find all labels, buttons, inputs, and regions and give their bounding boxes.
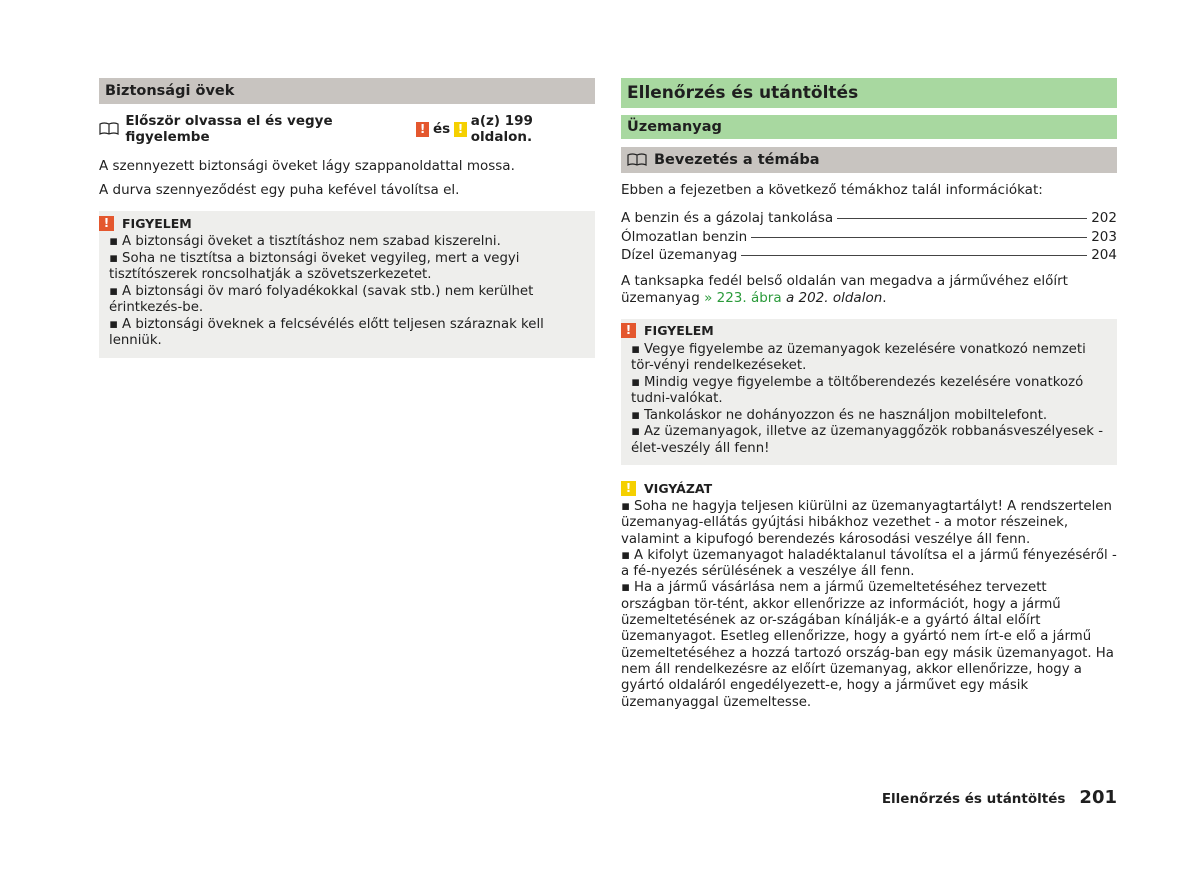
caution-list [621,499,1117,711]
toc-entry[interactable] [621,228,1117,247]
figure-link[interactable]: » 223. ábra [704,289,782,306]
toc-leader [751,237,1087,238]
book-icon [99,122,120,136]
caution-section [621,479,1117,711]
warning-title: FIGYELEM [644,323,714,338]
caution-heading [621,479,1117,497]
toc-label: Dízel üzemanyag [621,247,738,263]
section-heading: Biztonsági övek [99,78,595,104]
list-item: ▪ Soha ne hagyja teljesen kiürülni az üzemanyagtartályt! A rendszertelen üzemanyag-ellátás gyújtási hibákhoz vezethet - a motor részeinek, valamint a kipufogó berendezés károsodási veszélye áll fenn. [621,499,1117,548]
toc-entry[interactable] [621,209,1117,228]
right-column [621,78,1117,711]
toc-leader [837,218,1087,219]
footer-chapter: Ellenőrzés és utántöltés [881,791,1066,807]
page-footer [882,787,1117,808]
list-item: ▪ Soha ne tisztítsa a biztonsági öveket vegyileg, mert a vegyi tisztítószerek roncsolhatják a szövetszerkezetet. [109,251,585,284]
toc-leader [741,255,1087,256]
warning-list [109,234,585,350]
list-item: ▪ A kifolyt üzemanyagot haladéktalanul távolítsa el a jármű fényezéséről - a fé-nyezés sérülésének a veszélye áll fenn. [621,548,1117,581]
list-item: ▪ Mindig vegye figyelembe a töltőberendezés kezelésére vonatkozó tudni-valókat. [631,375,1107,408]
warning-box [621,319,1117,466]
warning-title: FIGYELEM [122,215,192,231]
fuel-note [621,273,1117,307]
toc-page: 203 [1091,228,1117,245]
warning-icon: ! [99,216,114,231]
warning-heading [621,322,1107,340]
page-number: 201 [1079,787,1117,808]
warning-icon[interactable]: ! [416,122,429,137]
toc-label: Ólmozatlan benzin [621,228,748,245]
list-item: ▪ A biztonsági öveknek a felcsévélés előtt teljesen száraznak kell lenniük. [109,317,585,350]
warning-heading [99,214,585,232]
caution-title: VIGYÁZAT [644,480,713,496]
book-icon [627,153,649,167]
list-item: ▪ Ha a jármű vásárlása nem a jármű üzemeltetéséhez tervezett országban tör-tént, akkor ellenőrizze az információt, hogy a jármű üzemeltetésének az or-szágában kínálják-e a gyártó által előírt üzemanyagot. Esetleg ellenőrizze, hogy a gyártó nem írt-e elő a jármű üzemeltetéséhez a hozzá tartozó ország-ban egy másik üzemanyagot. Ha nem áll rendelkezésre az előírt üzemanyag, akkor ellenőrizze, hogy a gyártó oldaláról engedélyezett-e, hogy a járművet egy másik üzemanyaggal üzemeltesse. [621,580,1117,710]
chapter-title: Ellenőrzés és utántöltés [621,78,1117,108]
list-item: ▪ Tankoláskor ne dohányozzon és ne használjon mobiltelefont. [631,408,1107,425]
notice-text-start: Először olvassa el és vegye figyelembe [125,113,333,145]
warning-box [99,211,595,358]
caution-icon[interactable]: ! [454,122,467,137]
paragraph: A durva szennyeződést egy puha kefével távolítsa el. [99,182,460,198]
fuel-note-text: A tanksapka fedél belső oldalán van megadva a járművéhez előírt üzemanyag [621,272,1068,306]
toc-page: 204 [1091,247,1117,263]
read-first-notice [99,113,595,145]
fuel-note-end: . [882,289,887,306]
toc-label: A benzin és a gázolaj tankolása [621,210,834,226]
caution-icon: ! [621,481,636,496]
notice-text-end: a(z) 199 oldalon. [470,113,533,145]
subsection-heading [621,147,1117,173]
list-item: ▪ Az üzemanyagok, illetve az üzemanyaggőzök robbanásveszélyesek - élet-veszély áll fenn! [631,424,1107,457]
intro-paragraph: Ebben a fejezetben a következő témákhoz talál információkat: [621,182,1043,198]
warning-list [631,342,1107,458]
topic-list [621,209,1117,265]
section-title: Üzemanyag [621,115,1117,139]
toc-page: 202 [1091,210,1117,226]
paragraph: A szennyezett biztonsági öveket lágy szappanoldattal mossa. [99,158,515,174]
left-column [99,78,595,358]
notice-text-and: és [432,121,451,137]
toc-entry[interactable] [621,246,1117,265]
warning-icon: ! [621,323,636,338]
list-item: ▪ A biztonsági öv maró folyadékokkal (savak stb.) nem kerülhet érintkezés-be. [109,284,585,317]
list-item: ▪ Vegye figyelembe az üzemanyagok kezelésére vonatkozó nemzeti tör-vényi rendelkezéseket. [631,342,1107,375]
list-item: ▪ A biztonsági öveket a tisztításhoz nem szabad kiszerelni. [109,234,585,251]
subsection-title: Bevezetés a témába [654,152,820,168]
page-reference: a 202. oldalon [785,289,883,306]
